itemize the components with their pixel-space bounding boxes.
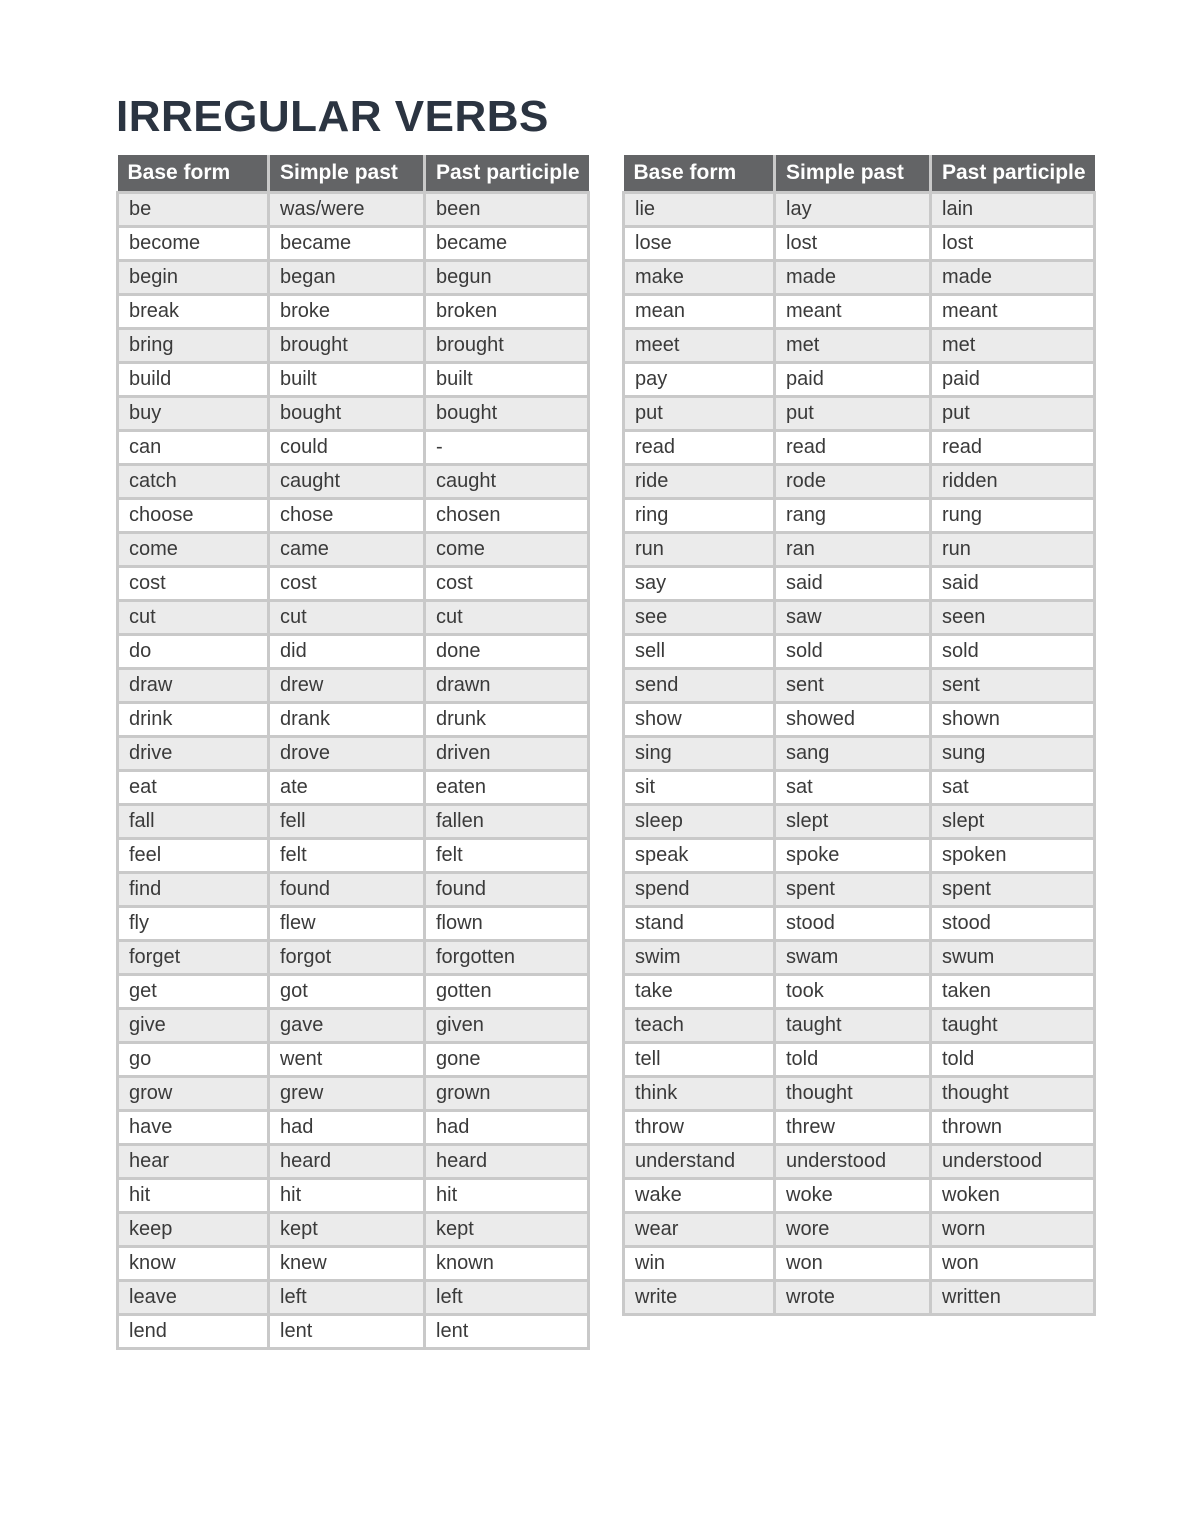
cell-simple-past: lay <box>775 193 931 227</box>
cell-base-form: draw <box>118 669 269 703</box>
cell-simple-past: flew <box>269 907 425 941</box>
cell-simple-past: stood <box>775 907 931 941</box>
cell-simple-past: spoke <box>775 839 931 873</box>
cell-base-form: write <box>624 1281 775 1315</box>
cell-past-participle: run <box>931 533 1095 567</box>
cell-past-participle: said <box>931 567 1095 601</box>
table-row <box>624 975 1095 1009</box>
verb-table-left <box>116 155 590 1350</box>
cell-past-participle: sung <box>931 737 1095 771</box>
table-row <box>118 295 589 329</box>
cell-simple-past: forgot <box>269 941 425 975</box>
cell-base-form: grow <box>118 1077 269 1111</box>
table-row <box>118 499 589 533</box>
cell-past-participle: slept <box>931 805 1095 839</box>
cell-base-form: eat <box>118 771 269 805</box>
table-row <box>118 669 589 703</box>
table-row <box>118 839 589 873</box>
cell-base-form: bring <box>118 329 269 363</box>
cell-simple-past: sang <box>775 737 931 771</box>
cell-base-form: lie <box>624 193 775 227</box>
table-row <box>624 533 1095 567</box>
table-row <box>624 1145 1095 1179</box>
cell-past-participle: known <box>425 1247 589 1281</box>
header-simple-past: Simple past <box>775 155 931 193</box>
cell-simple-past: rang <box>775 499 931 533</box>
cell-past-participle: ridden <box>931 465 1095 499</box>
table-row <box>118 1247 589 1281</box>
cell-simple-past: swam <box>775 941 931 975</box>
cell-base-form: take <box>624 975 775 1009</box>
table-row <box>118 975 589 1009</box>
cell-base-form: run <box>624 533 775 567</box>
cell-past-participle: built <box>425 363 589 397</box>
table-row <box>624 363 1095 397</box>
table-row <box>624 193 1095 227</box>
table-row <box>624 567 1095 601</box>
cell-base-form: forget <box>118 941 269 975</box>
cell-past-participle: sent <box>931 669 1095 703</box>
table-row <box>118 1315 589 1349</box>
table-row <box>118 1179 589 1213</box>
cell-base-form: wake <box>624 1179 775 1213</box>
cell-simple-past: won <box>775 1247 931 1281</box>
table-row <box>624 1213 1095 1247</box>
table-row <box>624 771 1095 805</box>
table-row <box>624 1077 1095 1111</box>
table-row <box>624 805 1095 839</box>
cell-simple-past: meant <box>775 295 931 329</box>
cell-past-participle: chosen <box>425 499 589 533</box>
cell-past-participle: bought <box>425 397 589 431</box>
cell-past-participle: met <box>931 329 1095 363</box>
cell-simple-past: could <box>269 431 425 465</box>
cell-simple-past: sat <box>775 771 931 805</box>
cell-simple-past: broke <box>269 295 425 329</box>
cell-simple-past: said <box>775 567 931 601</box>
cell-base-form: teach <box>624 1009 775 1043</box>
table-row <box>624 295 1095 329</box>
cell-base-form: send <box>624 669 775 703</box>
cell-simple-past: told <box>775 1043 931 1077</box>
cell-base-form: throw <box>624 1111 775 1145</box>
table-row <box>118 363 589 397</box>
cell-base-form: spend <box>624 873 775 907</box>
table-row <box>118 533 589 567</box>
cell-past-participle: felt <box>425 839 589 873</box>
cell-past-participle: read <box>931 431 1095 465</box>
cell-simple-past: fell <box>269 805 425 839</box>
cell-simple-past: left <box>269 1281 425 1315</box>
cell-base-form: win <box>624 1247 775 1281</box>
cell-simple-past: gave <box>269 1009 425 1043</box>
cell-base-form: build <box>118 363 269 397</box>
cell-past-participle: begun <box>425 261 589 295</box>
cell-base-form: give <box>118 1009 269 1043</box>
cell-past-participle: been <box>425 193 589 227</box>
cell-base-form: make <box>624 261 775 295</box>
cell-simple-past: felt <box>269 839 425 873</box>
cell-simple-past: lost <box>775 227 931 261</box>
cell-past-participle: thrown <box>931 1111 1095 1145</box>
cell-base-form: mean <box>624 295 775 329</box>
cell-base-form: say <box>624 567 775 601</box>
cell-simple-past: wore <box>775 1213 931 1247</box>
table-row <box>624 465 1095 499</box>
table-row <box>624 431 1095 465</box>
cell-simple-past: got <box>269 975 425 1009</box>
header-past-participle: Past participle <box>425 155 589 193</box>
cell-simple-past: thought <box>775 1077 931 1111</box>
cell-base-form: meet <box>624 329 775 363</box>
cell-simple-past: grew <box>269 1077 425 1111</box>
cell-base-form: sell <box>624 635 775 669</box>
cell-base-form: buy <box>118 397 269 431</box>
cell-simple-past: rode <box>775 465 931 499</box>
cell-simple-past: kept <box>269 1213 425 1247</box>
table-row <box>118 1043 589 1077</box>
cell-simple-past: chose <box>269 499 425 533</box>
table-row <box>624 873 1095 907</box>
table-row <box>624 1281 1095 1315</box>
cell-past-participle: written <box>931 1281 1095 1315</box>
table-row <box>118 1111 589 1145</box>
cell-past-participle: spent <box>931 873 1095 907</box>
cell-base-form: hit <box>118 1179 269 1213</box>
cell-simple-past: went <box>269 1043 425 1077</box>
cell-simple-past: cost <box>269 567 425 601</box>
cell-past-participle: told <box>931 1043 1095 1077</box>
cell-past-participle: put <box>931 397 1095 431</box>
cell-past-participle: cut <box>425 601 589 635</box>
cell-past-participle: cost <box>425 567 589 601</box>
cell-past-participle: sold <box>931 635 1095 669</box>
cell-base-form: sleep <box>624 805 775 839</box>
cell-base-form: put <box>624 397 775 431</box>
cell-simple-past: came <box>269 533 425 567</box>
table-row <box>624 941 1095 975</box>
cell-base-form: lend <box>118 1315 269 1349</box>
cell-base-form: find <box>118 873 269 907</box>
cell-simple-past: ate <box>269 771 425 805</box>
cell-past-participle: hit <box>425 1179 589 1213</box>
cell-past-participle: drawn <box>425 669 589 703</box>
cell-base-form: pay <box>624 363 775 397</box>
table-row <box>118 329 589 363</box>
table-row <box>118 941 589 975</box>
cell-past-participle: left <box>425 1281 589 1315</box>
table-row <box>118 397 589 431</box>
cell-simple-past: knew <box>269 1247 425 1281</box>
table-row <box>624 907 1095 941</box>
table-row <box>624 1009 1095 1043</box>
cell-past-participle: meant <box>931 295 1095 329</box>
table-row <box>624 737 1095 771</box>
cell-base-form: go <box>118 1043 269 1077</box>
cell-past-participle: lost <box>931 227 1095 261</box>
cell-simple-past: became <box>269 227 425 261</box>
cell-past-participle: flown <box>425 907 589 941</box>
cell-past-participle: taken <box>931 975 1095 1009</box>
cell-past-participle: lent <box>425 1315 589 1349</box>
cell-past-participle: sat <box>931 771 1095 805</box>
cell-simple-past: bought <box>269 397 425 431</box>
cell-past-participle: rung <box>931 499 1095 533</box>
table-row <box>118 907 589 941</box>
table-row <box>118 1213 589 1247</box>
cell-base-form: fall <box>118 805 269 839</box>
table-row <box>118 737 589 771</box>
cell-simple-past: began <box>269 261 425 295</box>
cell-past-participle: drunk <box>425 703 589 737</box>
cell-base-form: cut <box>118 601 269 635</box>
cell-simple-past: heard <box>269 1145 425 1179</box>
cell-past-participle: driven <box>425 737 589 771</box>
cell-base-form: become <box>118 227 269 261</box>
cell-base-form: sit <box>624 771 775 805</box>
header-base-form: Base form <box>624 155 775 193</box>
cell-simple-past: ran <box>775 533 931 567</box>
table-row <box>118 635 589 669</box>
cell-simple-past: was/were <box>269 193 425 227</box>
cell-base-form: see <box>624 601 775 635</box>
cell-past-participle: seen <box>931 601 1095 635</box>
cell-base-form: begin <box>118 261 269 295</box>
cell-simple-past: drank <box>269 703 425 737</box>
cell-simple-past: saw <box>775 601 931 635</box>
cell-past-participle: swum <box>931 941 1095 975</box>
page-title: IRREGULAR VERBS <box>116 92 549 141</box>
cell-past-participle: understood <box>931 1145 1095 1179</box>
cell-past-participle: stood <box>931 907 1095 941</box>
cell-past-participle: had <box>425 1111 589 1145</box>
cell-past-participle: worn <box>931 1213 1095 1247</box>
cell-past-participle: became <box>425 227 589 261</box>
cell-simple-past: took <box>775 975 931 1009</box>
table-row <box>118 1145 589 1179</box>
cell-base-form: cost <box>118 567 269 601</box>
table-row <box>118 1281 589 1315</box>
cell-simple-past: cut <box>269 601 425 635</box>
cell-simple-past: drove <box>269 737 425 771</box>
cell-past-participle: gone <box>425 1043 589 1077</box>
cell-base-form: think <box>624 1077 775 1111</box>
cell-base-form: ring <box>624 499 775 533</box>
cell-simple-past: caught <box>269 465 425 499</box>
cell-past-participle: caught <box>425 465 589 499</box>
table-row <box>118 193 589 227</box>
cell-past-participle: paid <box>931 363 1095 397</box>
table-row <box>118 261 589 295</box>
cell-simple-past: paid <box>775 363 931 397</box>
table-row <box>624 261 1095 295</box>
cell-simple-past: found <box>269 873 425 907</box>
table-row <box>624 397 1095 431</box>
cell-past-participle: woken <box>931 1179 1095 1213</box>
cell-base-form: hear <box>118 1145 269 1179</box>
table-row <box>118 465 589 499</box>
cell-past-participle: thought <box>931 1077 1095 1111</box>
cell-base-form: understand <box>624 1145 775 1179</box>
cell-base-form: wear <box>624 1213 775 1247</box>
cell-base-form: keep <box>118 1213 269 1247</box>
cell-simple-past: woke <box>775 1179 931 1213</box>
cell-past-participle: made <box>931 261 1095 295</box>
cell-simple-past: wrote <box>775 1281 931 1315</box>
cell-simple-past: put <box>775 397 931 431</box>
header-past-participle: Past participle <box>931 155 1095 193</box>
cell-base-form: fly <box>118 907 269 941</box>
table-row <box>624 1247 1095 1281</box>
cell-past-participle: won <box>931 1247 1095 1281</box>
cell-simple-past: lent <box>269 1315 425 1349</box>
cell-simple-past: did <box>269 635 425 669</box>
header-base-form: Base form <box>118 155 269 193</box>
table-row <box>624 839 1095 873</box>
cell-base-form: show <box>624 703 775 737</box>
cell-base-form: speak <box>624 839 775 873</box>
table-row <box>624 669 1095 703</box>
cell-base-form: be <box>118 193 269 227</box>
cell-base-form: stand <box>624 907 775 941</box>
cell-base-form: lose <box>624 227 775 261</box>
cell-past-participle: broken <box>425 295 589 329</box>
table-row <box>118 771 589 805</box>
cell-simple-past: showed <box>775 703 931 737</box>
table-row <box>118 567 589 601</box>
cell-base-form: drive <box>118 737 269 771</box>
table-row <box>624 329 1095 363</box>
cell-base-form: sing <box>624 737 775 771</box>
cell-simple-past: brought <box>269 329 425 363</box>
cell-simple-past: sold <box>775 635 931 669</box>
cell-past-participle: shown <box>931 703 1095 737</box>
table-row <box>624 499 1095 533</box>
cell-base-form: catch <box>118 465 269 499</box>
cell-simple-past: drew <box>269 669 425 703</box>
cell-base-form: ride <box>624 465 775 499</box>
cell-past-participle: heard <box>425 1145 589 1179</box>
table-row <box>118 601 589 635</box>
cell-simple-past: made <box>775 261 931 295</box>
table-header-row <box>118 155 589 193</box>
cell-simple-past: threw <box>775 1111 931 1145</box>
cell-simple-past: taught <box>775 1009 931 1043</box>
cell-past-participle: grown <box>425 1077 589 1111</box>
table-row <box>118 1077 589 1111</box>
cell-base-form: choose <box>118 499 269 533</box>
cell-past-participle: kept <box>425 1213 589 1247</box>
cell-past-participle: gotten <box>425 975 589 1009</box>
table-row <box>118 873 589 907</box>
table-row <box>624 601 1095 635</box>
cell-past-participle: taught <box>931 1009 1095 1043</box>
table-header-row <box>624 155 1095 193</box>
cell-past-participle: found <box>425 873 589 907</box>
table-row <box>118 1009 589 1043</box>
cell-past-participle: spoken <box>931 839 1095 873</box>
cell-base-form: know <box>118 1247 269 1281</box>
cell-simple-past: sent <box>775 669 931 703</box>
cell-base-form: leave <box>118 1281 269 1315</box>
cell-base-form: feel <box>118 839 269 873</box>
verb-table-right <box>622 155 1096 1316</box>
cell-base-form: drink <box>118 703 269 737</box>
cell-simple-past: slept <box>775 805 931 839</box>
table-row <box>624 1043 1095 1077</box>
cell-base-form: read <box>624 431 775 465</box>
table-row <box>118 703 589 737</box>
cell-simple-past: had <box>269 1111 425 1145</box>
header-simple-past: Simple past <box>269 155 425 193</box>
cell-simple-past: built <box>269 363 425 397</box>
cell-base-form: have <box>118 1111 269 1145</box>
cell-base-form: get <box>118 975 269 1009</box>
cell-simple-past: hit <box>269 1179 425 1213</box>
cell-base-form: swim <box>624 941 775 975</box>
table-row <box>624 1111 1095 1145</box>
cell-past-participle: brought <box>425 329 589 363</box>
cell-past-participle: forgotten <box>425 941 589 975</box>
cell-simple-past: met <box>775 329 931 363</box>
cell-past-participle: done <box>425 635 589 669</box>
table-row <box>118 431 589 465</box>
cell-past-participle: given <box>425 1009 589 1043</box>
cell-base-form: break <box>118 295 269 329</box>
table-row <box>118 805 589 839</box>
cell-past-participle: fallen <box>425 805 589 839</box>
table-row <box>624 703 1095 737</box>
cell-simple-past: spent <box>775 873 931 907</box>
cell-simple-past: understood <box>775 1145 931 1179</box>
table-row <box>624 1179 1095 1213</box>
cell-past-participle: lain <box>931 193 1095 227</box>
cell-base-form: can <box>118 431 269 465</box>
cell-past-participle: eaten <box>425 771 589 805</box>
cell-base-form: tell <box>624 1043 775 1077</box>
cell-past-participle: come <box>425 533 589 567</box>
cell-simple-past: read <box>775 431 931 465</box>
table-row <box>624 227 1095 261</box>
table-row <box>118 227 589 261</box>
cell-past-participle: - <box>425 431 589 465</box>
cell-base-form: do <box>118 635 269 669</box>
cell-base-form: come <box>118 533 269 567</box>
table-row <box>624 635 1095 669</box>
